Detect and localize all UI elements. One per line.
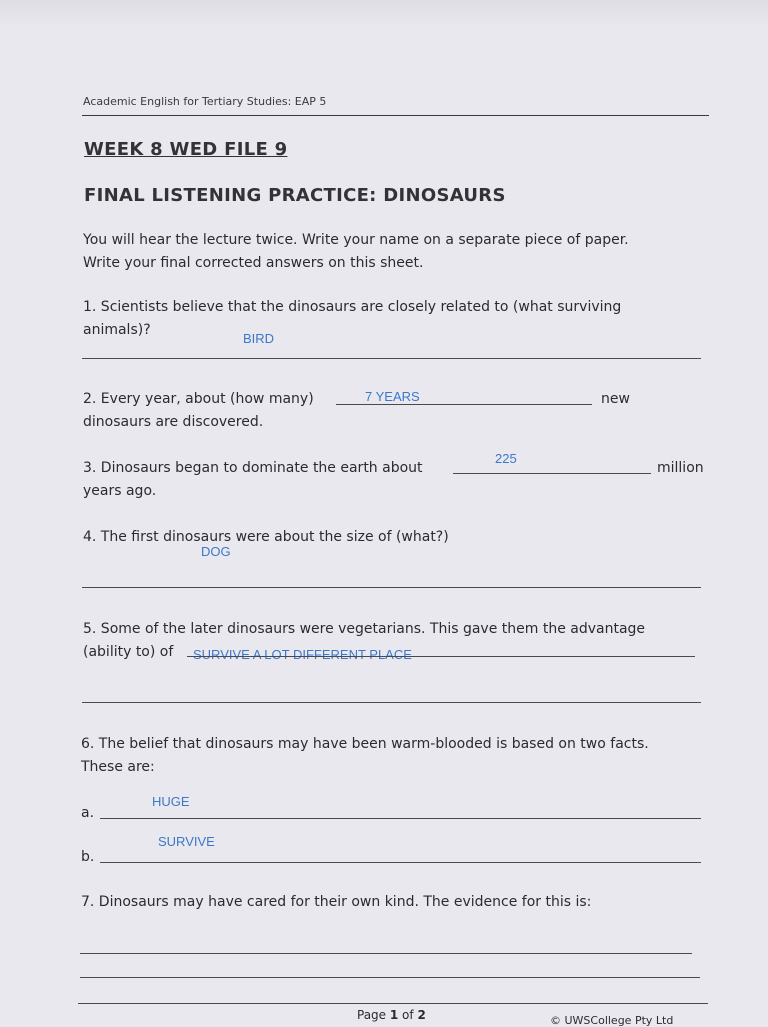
answer-1: BIRD [243,331,275,346]
question-6b-label: b. [81,849,95,865]
question-2-suffix: new [601,391,630,407]
answer-7-line-3[interactable] [78,1003,708,1004]
question-2-line-2: dinosaurs are discovered. [83,414,264,430]
week-title: WEEK 8 WED FILE 9 [84,139,288,160]
answer-6a: HUGE [152,794,190,809]
instructions-line-1: You will hear the lecture twice. Write your name on a separate piece of paper. [83,232,629,248]
question-6-line-2: These are: [81,759,155,775]
answer-6b-line[interactable] [100,862,701,863]
question-5-prefix: (ability to) of [83,644,174,660]
course-header: Academic English for Tertiary Studies: EAP 5 [83,95,327,108]
page-number [357,1008,426,1022]
answer-6b: SURVIVE [158,834,215,849]
question-3-line-2: years ago. [83,483,157,499]
header-rule [82,115,709,116]
answer-7-line-2[interactable] [80,977,700,978]
question-4: 4. The first dinosaurs were about the size of (what?) [83,529,449,545]
answer-1-line[interactable] [82,358,701,359]
page-current: 1 [389,1008,399,1022]
question-2-prefix: 2. Every year, about (how many) [83,391,314,407]
answer-5-line[interactable] [187,656,695,657]
answer-4: DOG [201,544,231,559]
scan-shadow [0,0,768,28]
answer-5-line-2[interactable] [82,702,701,703]
instructions-line-2: Write your final corrected answers on this sheet. [83,255,424,271]
question-6a-label: a. [81,805,95,821]
question-3-suffix: million [657,460,704,476]
page-total: 2 [417,1008,426,1022]
question-5-line-1: 5. Some of the later dinosaurs were vegetarians. This gave them the advantage [83,621,646,637]
answer-2: 7 YEARS [365,389,420,404]
answer-3: 225 [495,451,517,466]
page-prefix: Page [357,1008,390,1022]
question-1-line-1: 1. Scientists believe that the dinosaurs are closely related to (what surviving [83,299,622,315]
copyright: © UWSCollege Pty Ltd [550,1014,674,1027]
answer-4-line[interactable] [82,587,701,588]
answer-3-line[interactable] [453,473,651,474]
answer-7-line-1[interactable] [80,953,692,954]
question-6-line-1: 6. The belief that dinosaurs may have been warm-blooded is based on two facts. [81,736,649,752]
page-title: FINAL LISTENING PRACTICE: DINOSAURS [84,185,506,206]
answer-2-line[interactable] [336,404,592,405]
question-7: 7. Dinosaurs may have cared for their own kind. The evidence for this is: [81,894,592,910]
question-3-prefix: 3. Dinosaurs began to dominate the earth about [83,460,423,476]
answer-6a-line[interactable] [100,818,701,819]
page-mid: of [398,1008,418,1022]
question-1-line-2: animals)? [83,322,151,338]
answer-5: SURVIVE A LOT DIFFERENT PLACE [193,647,412,662]
